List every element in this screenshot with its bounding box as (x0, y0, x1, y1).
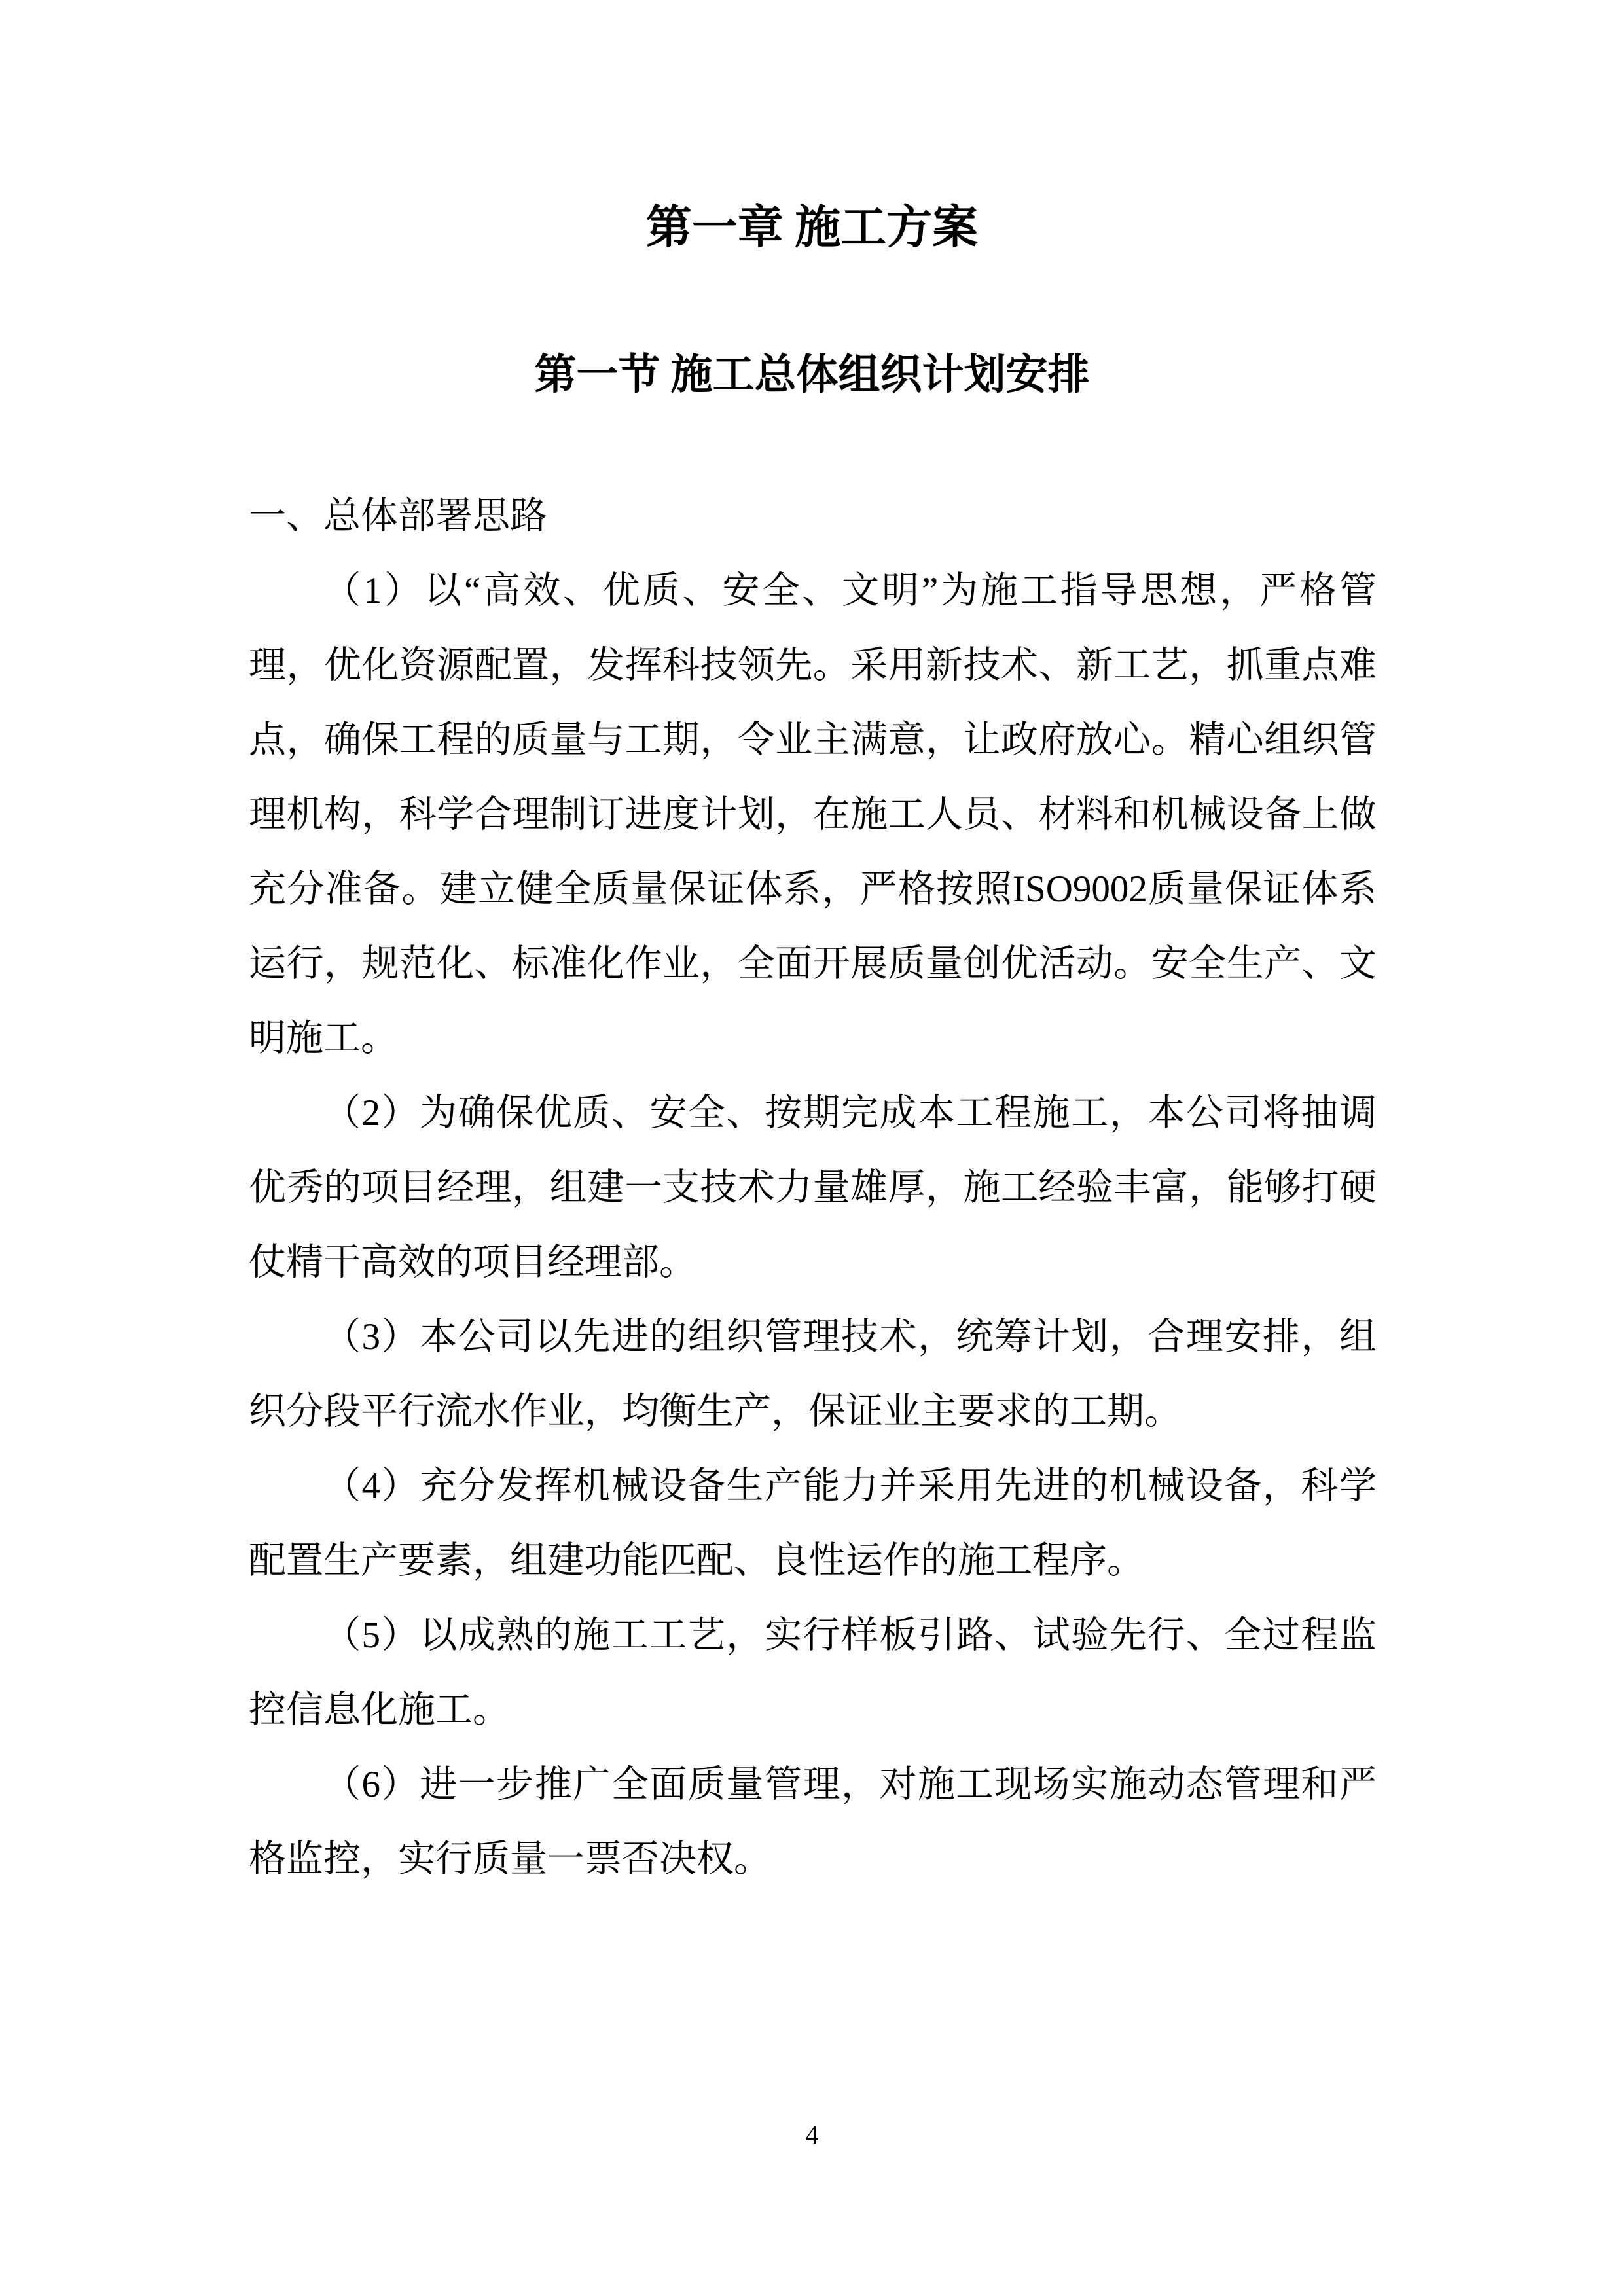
body-heading: 一、总体部署思路 (249, 495, 547, 537)
section-title: 第一节 施工总体组织计划安排 (534, 351, 1090, 398)
body-line: 运行，规范化、标准化作业，全面开展质量创优活动。安全生产、文 (249, 943, 1377, 984)
body-line: 织分段平行流水作业，均衡生产，保证业主要求的工期。 (249, 1391, 1182, 1432)
body-line: （1）以“高效、优质、安全、文明”为施工指导思想，严格管 (323, 570, 1377, 611)
body-line: （2）为确保优质、安全、按期完成本工程施工，本公司将抽调 (323, 1092, 1377, 1134)
page-number: 4 (805, 2120, 819, 2149)
body-line: （4）充分发挥机械设备生产能力并采用先进的机械设备，科学 (323, 1465, 1377, 1507)
body-line: 点，确保工程的质量与工期，令业主满意，让政府放心。精心组织管 (249, 719, 1377, 761)
body-line: 格监控，实行质量一票否决权。 (249, 1839, 771, 1880)
body-line: 充分准备。建立健全质量保证体系，严格按照ISO9002质量保证体系 (249, 869, 1377, 910)
body-line: 仗精干高效的项目经理部。 (249, 1242, 696, 1283)
body-line: 控信息化施工。 (249, 1689, 510, 1731)
body-line: 明施工。 (249, 1018, 398, 1059)
paragraph-container (249, 554, 1377, 1897)
body-text (249, 479, 1377, 1897)
body-line: 优秀的项目经理，组建一支技术力量雄厚，施工经验丰富，能够打硬 (249, 1167, 1377, 1208)
body-line: （6）进一步推广全面质量管理，对施工现场实施动态管理和严 (323, 1764, 1377, 1805)
body-line: （3）本公司以先进的组织管理技术，统筹计划，合理安排，组 (323, 1316, 1377, 1357)
body-line: （5）以成熟的施工工艺，实行样板引路、试验先行、全过程监 (323, 1615, 1377, 1656)
chapter-title: 第一章 施工方案 (645, 203, 979, 253)
body-line: 理机构，科学合理制订进度计划，在施工人员、材料和机械设备上做 (249, 794, 1377, 835)
body-line: 理，优化资源配置，发挥科技领先。采用新技术、新工艺，抓重点难 (249, 645, 1377, 686)
body-line: 配置生产要素，组建功能匹配、良性运作的施工程序。 (249, 1540, 1144, 1581)
